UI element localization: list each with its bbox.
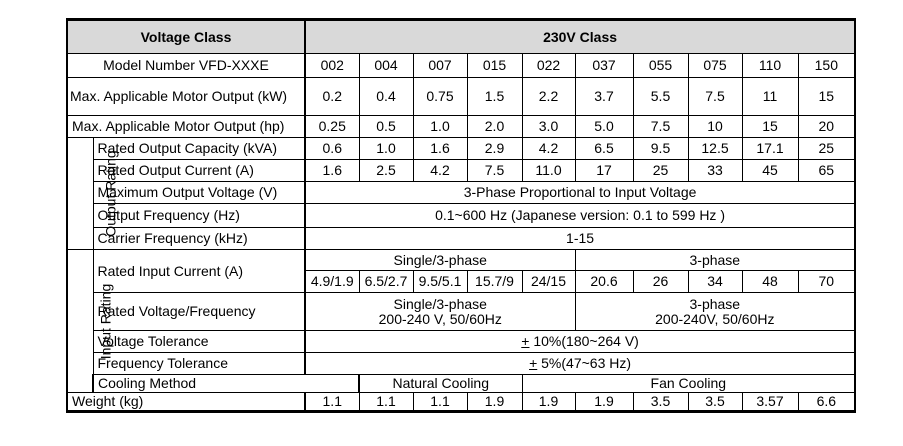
output-rating-group-label [67,138,119,250]
output-capacity-label: Rated Output Capacity (kVA) [93,138,305,160]
motor-output-hp-cell: 2.0 [467,116,522,138]
output-current-cell: 4.2 [413,160,467,182]
motor-output-hp-cell: 0.25 [305,116,359,138]
input-current-cell: 24/15 [522,271,575,293]
motor-output-kw-label: Max. Applicable Motor Output (kW) [67,78,305,116]
frequency-tolerance-value [305,353,855,375]
rated-voltage-single-phase [305,293,575,331]
carrier-frequency-row [67,228,855,250]
model-number-label: Model Number VFD-XXXE [67,54,305,78]
output-frequency-row [67,204,855,228]
motor-output-hp-cell: 7.5 [633,116,688,138]
motor-output-kw-cell: 0.2 [305,78,359,116]
output-current-cell: 65 [798,160,855,182]
fan-cooling-value: Fan Cooling [522,375,855,393]
voltage-tolerance-row [67,331,855,353]
motor-output-kw-row [67,78,855,116]
weight-cell: 3.57 [742,393,798,412]
input-current-cell: 20.6 [575,271,633,293]
output-capacity-cell: 1.6 [413,138,467,160]
model-number-cell: 110 [742,54,798,78]
output-current-label: Rated Output Current (A) [93,160,305,182]
model-number-cell: 015 [467,54,522,78]
input-current-cell: 4.9/1.9 [305,271,359,293]
output-current-cell: 11.0 [522,160,575,182]
output-frequency-value: 0.1~600 Hz (Japanese version: 0.1 to 599 Hz ) [305,204,855,228]
weight-cell: 1.9 [575,393,633,412]
input-current-label: Rated Input Current (A) [93,250,305,293]
rated-voltage-frequency-label: Rated Voltage/Frequency [93,293,305,331]
header-row [67,20,855,54]
weight-cell: 3.5 [688,393,742,412]
output-rating-text: Output Rating [102,150,119,237]
input-current-single-phase-header: Single/3-phase [305,250,575,271]
rated-voltage-three-phase-line2: 200-240V, 50/60Hz [655,310,775,327]
motor-output-kw-cell: 3.7 [575,78,633,116]
output-capacity-cell: 9.5 [633,138,688,160]
model-number-cell: 037 [575,54,633,78]
rated-voltage-single-phase-line2: 200-240 V, 50/60Hz [378,310,502,327]
weight-row [67,393,855,412]
weight-cell: 1.9 [467,393,522,412]
max-output-voltage-row [67,182,855,204]
voltage-tolerance-value [305,331,855,353]
output-current-cell: 2.5 [359,160,413,182]
motor-output-kw-cell: 1.5 [467,78,522,116]
input-rating-group-label [67,250,114,393]
weight-cell: 6.6 [798,393,855,412]
voltage-class-label: Voltage Class [67,20,305,54]
output-current-cell: 33 [688,160,742,182]
input-current-cell: 15.7/9 [467,271,522,293]
max-output-voltage-label: Maximum Output Voltage (V) [93,182,305,204]
motor-output-kw-cell: 5.5 [633,78,688,116]
motor-output-kw-cell: 0.4 [359,78,413,116]
output-capacity-row [67,138,855,160]
motor-output-hp-cell: 15 [742,116,798,138]
max-output-voltage-value: 3-Phase Proportional to Input Voltage [305,182,855,204]
motor-output-hp-cell: 3.0 [522,116,575,138]
output-current-cell: 1.6 [305,160,359,182]
rated-voltage-three-phase [575,293,855,331]
frequency-tolerance-label: Frequency Tolerance [93,353,305,375]
model-number-cell: 007 [413,54,467,78]
model-number-cell: 004 [359,54,413,78]
motor-output-kw-cell: 15 [798,78,855,116]
output-capacity-cell: 6.5 [575,138,633,160]
weight-label: Weight (kg) [67,393,305,412]
weight-cell: 3.5 [633,393,688,412]
input-current-cell: 9.5/5.1 [413,271,467,293]
voltage-tolerance-text: 10%(180~264 V) [529,333,639,349]
output-current-cell: 25 [633,160,688,182]
carrier-frequency-label: Carrier Frequency (kHz) [93,228,305,250]
model-number-cell: 002 [305,54,359,78]
output-current-cell: 17 [575,160,633,182]
input-current-cell: 26 [633,271,688,293]
motor-output-hp-row [67,116,855,138]
input-current-cell: 34 [688,271,742,293]
model-number-cell: 022 [522,54,575,78]
rated-voltage-three-phase-line1: 3-phase [689,295,741,312]
frequency-tolerance-row [67,353,855,375]
model-number-cell: 150 [798,54,855,78]
plus-minus-symbol: + [521,333,530,349]
input-phase-header-row [67,250,855,271]
motor-output-hp-cell: 10 [688,116,742,138]
motor-output-kw-cell: 0.75 [413,78,467,116]
input-current-cell: 70 [798,271,855,293]
output-current-cell: 7.5 [467,160,522,182]
output-capacity-cell: 12.5 [688,138,742,160]
input-current-cell: 48 [742,271,798,293]
motor-output-kw-cell: 2.2 [522,78,575,116]
motor-output-hp-cell: 5.0 [575,116,633,138]
model-number-row [67,54,855,78]
carrier-frequency-value: 1-15 [305,228,855,250]
weight-cell: 1.1 [413,393,467,412]
plus-minus-symbol: + [529,355,538,371]
weight-cell: 1.1 [305,393,359,412]
output-capacity-cell: 25 [798,138,855,160]
input-current-three-phase-header: 3-phase [575,250,855,271]
voltage-class-value: 230V Class [305,20,855,54]
output-capacity-cell: 4.2 [522,138,575,160]
frequency-tolerance-text: 5%(47~63 Hz) [537,355,632,371]
motor-output-hp-cell: 20 [798,116,855,138]
input-current-cell: 6.5/2.7 [359,271,413,293]
input-rating-text: Input Rating [97,283,114,359]
motor-output-kw-cell: 11 [742,78,798,116]
cooling-method-row [67,375,855,393]
model-number-cell: 055 [633,54,688,78]
output-frequency-label: Output Frequency (Hz) [93,204,305,228]
output-capacity-cell: 0.6 [305,138,359,160]
model-number-cell: 075 [688,54,742,78]
rated-voltage-frequency-row [67,293,855,331]
motor-output-hp-label: Max. Applicable Motor Output (hp) [67,116,305,138]
cooling-method-label: Cooling Method [93,375,359,393]
voltage-tolerance-label: Voltage Tolerance [93,331,305,353]
output-capacity-cell: 17.1 [742,138,798,160]
output-capacity-cell: 2.9 [467,138,522,160]
motor-output-hp-cell: 1.0 [413,116,467,138]
output-capacity-cell: 1.0 [359,138,413,160]
natural-cooling-value: Natural Cooling [359,375,522,393]
motor-output-hp-cell: 0.5 [359,116,413,138]
weight-cell: 1.1 [359,393,413,412]
output-current-cell: 45 [742,160,798,182]
output-current-row [67,160,855,182]
motor-output-kw-cell: 7.5 [688,78,742,116]
weight-cell: 1.9 [522,393,575,412]
rated-voltage-single-phase-line1: Single/3-phase [393,295,487,312]
specifications-table [66,18,856,413]
